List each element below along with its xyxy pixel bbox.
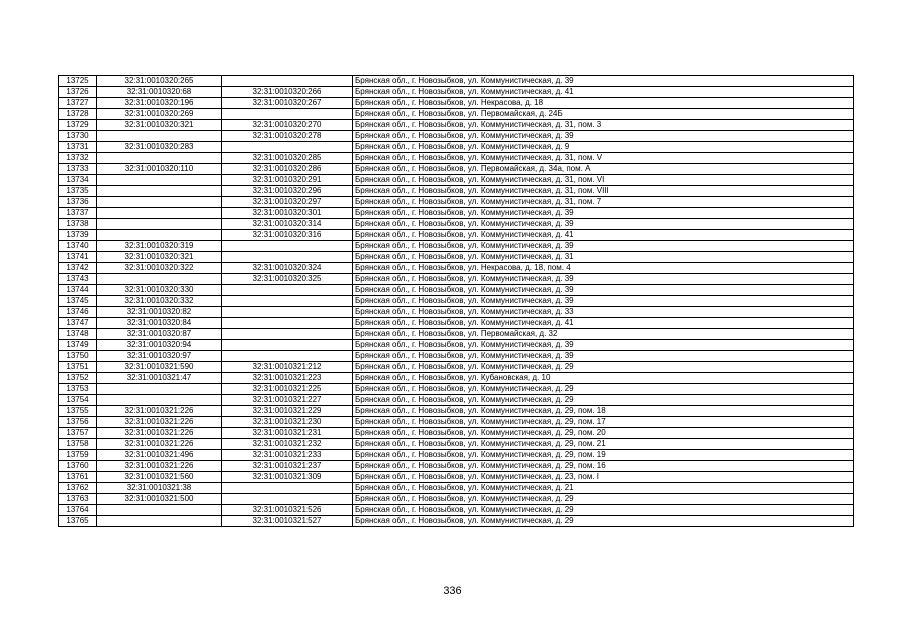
table-row	[59, 318, 854, 329]
cadastral-number-cell: 32:31:0010321:226	[97, 439, 222, 450]
table-row	[59, 483, 854, 494]
table-row	[59, 428, 854, 439]
cadastral-number-cell: 32:31:0010320:322	[97, 263, 222, 274]
row-number-cell: 13755	[59, 406, 97, 417]
address-cell: Брянская обл., г. Новозыбков, ул. Некрасова, д. 18, пом. 4	[353, 263, 854, 274]
row-number-cell: 13748	[59, 329, 97, 340]
linked-cadastral-number-cell: 32:31:0010320:278	[222, 131, 353, 142]
row-number-cell: 13744	[59, 285, 97, 296]
address-cell: Брянская обл., г. Новозыбков, ул. Коммунистическая, д. 39	[353, 131, 854, 142]
address-cell: Брянская обл., г. Новозыбков, ул. Коммунистическая, д. 41	[353, 87, 854, 98]
row-number-cell: 13753	[59, 384, 97, 395]
address-cell: Брянская обл., г. Новозыбков, ул. Коммунистическая, д. 31, пом. 7	[353, 197, 854, 208]
table-row	[59, 263, 854, 274]
cadastral-number-cell: 32:31:0010320:110	[97, 164, 222, 175]
cadastral-number-cell	[97, 208, 222, 219]
address-cell: Брянская обл., г. Новозыбков, ул. Коммунистическая, д. 29	[353, 384, 854, 395]
address-cell: Брянская обл., г. Новозыбков, ул. Некрасова, д. 18	[353, 98, 854, 109]
linked-cadastral-number-cell: 32:31:0010321:231	[222, 428, 353, 439]
linked-cadastral-number-cell	[222, 329, 353, 340]
cadastral-number-cell: 32:31:0010321:226	[97, 417, 222, 428]
row-number-cell: 13727	[59, 98, 97, 109]
linked-cadastral-number-cell	[222, 307, 353, 318]
linked-cadastral-number-cell	[222, 109, 353, 120]
cadastral-number-cell	[97, 384, 222, 395]
row-number-cell: 13758	[59, 439, 97, 450]
table-row	[59, 87, 854, 98]
address-cell: Брянская обл., г. Новозыбков, ул. Коммунистическая, д. 39	[353, 208, 854, 219]
linked-cadastral-number-cell: 32:31:0010321:309	[222, 472, 353, 483]
linked-cadastral-number-cell: 32:31:0010321:212	[222, 362, 353, 373]
linked-cadastral-number-cell	[222, 142, 353, 153]
row-number-cell: 13763	[59, 494, 97, 505]
cadastral-number-cell: 32:31:0010321:38	[97, 483, 222, 494]
linked-cadastral-number-cell	[222, 351, 353, 362]
linked-cadastral-number-cell: 32:31:0010320:296	[222, 186, 353, 197]
table-row	[59, 296, 854, 307]
table-row	[59, 230, 854, 241]
address-cell: Брянская обл., г. Новозыбков, ул. Коммунистическая, д. 29, пом. 19	[353, 450, 854, 461]
row-number-cell: 13730	[59, 131, 97, 142]
linked-cadastral-number-cell	[222, 285, 353, 296]
row-number-cell: 13751	[59, 362, 97, 373]
address-cell: Брянская обл., г. Новозыбков, ул. Коммунистическая, д. 29, пом. 17	[353, 417, 854, 428]
cadastral-number-cell: 32:31:0010321:47	[97, 373, 222, 384]
address-cell: Брянская обл., г. Новозыбков, ул. Первомайская, д. 32	[353, 329, 854, 340]
cadastral-number-cell: 32:31:0010321:226	[97, 406, 222, 417]
row-number-cell: 13729	[59, 120, 97, 131]
linked-cadastral-number-cell: 32:31:0010320:316	[222, 230, 353, 241]
address-cell: Брянская обл., г. Новозыбков, ул. Коммунистическая, д. 31, пом. VI	[353, 175, 854, 186]
address-cell: Брянская обл., г. Новозыбков, ул. Коммунистическая, д. 41	[353, 230, 854, 241]
table-row	[59, 241, 854, 252]
cadastral-number-cell	[97, 197, 222, 208]
table-row	[59, 505, 854, 516]
address-cell: Брянская обл., г. Новозыбков, ул. Коммунистическая, д. 41	[353, 318, 854, 329]
linked-cadastral-number-cell: 32:31:0010320:325	[222, 274, 353, 285]
row-number-cell: 13756	[59, 417, 97, 428]
address-cell: Брянская обл., г. Новозыбков, ул. Коммунистическая, д. 29, пом. 16	[353, 461, 854, 472]
address-cell: Брянская обл., г. Новозыбков, ул. Коммунистическая, д. 39	[353, 76, 854, 87]
row-number-cell: 13765	[59, 516, 97, 527]
page-number: 336	[443, 585, 462, 597]
address-cell: Брянская обл., г. Новозыбков, ул. Коммунистическая, д. 39	[353, 351, 854, 362]
cadastral-number-cell	[97, 186, 222, 197]
cadastral-number-cell: 32:31:0010320:87	[97, 329, 222, 340]
cadastral-number-cell	[97, 230, 222, 241]
row-number-cell: 13759	[59, 450, 97, 461]
address-cell: Брянская обл., г. Новозыбков, ул. Коммунистическая, д. 23, пом. I	[353, 472, 854, 483]
row-number-cell: 13725	[59, 76, 97, 87]
row-number-cell: 13743	[59, 274, 97, 285]
linked-cadastral-number-cell: 32:31:0010321:223	[222, 373, 353, 384]
linked-cadastral-number-cell	[222, 340, 353, 351]
table-body	[59, 76, 854, 527]
table-row	[59, 472, 854, 483]
table-row	[59, 153, 854, 164]
cadastral-number-cell: 32:31:0010320:283	[97, 142, 222, 153]
address-cell: Брянская обл., г. Новозыбков, ул. Коммунистическая, д. 39	[353, 274, 854, 285]
address-cell: Брянская обл., г. Новозыбков, ул. Коммунистическая, д. 33	[353, 307, 854, 318]
table-row	[59, 219, 854, 230]
cadastral-number-cell: 32:31:0010321:590	[97, 362, 222, 373]
cadastral-number-cell: 32:31:0010320:319	[97, 241, 222, 252]
address-cell: Брянская обл., г. Новозыбков, ул. Коммунистическая, д. 29	[353, 362, 854, 373]
cadastral-number-cell: 32:31:0010320:330	[97, 285, 222, 296]
linked-cadastral-number-cell: 32:31:0010321:225	[222, 384, 353, 395]
table-row	[59, 329, 854, 340]
address-cell: Брянская обл., г. Новозыбков, ул. Коммунистическая, д. 31, пом. 3	[353, 120, 854, 131]
row-number-cell: 13754	[59, 395, 97, 406]
table-row	[59, 406, 854, 417]
table-row	[59, 274, 854, 285]
linked-cadastral-number-cell	[222, 318, 353, 329]
row-number-cell: 13732	[59, 153, 97, 164]
cadastral-number-cell: 32:31:0010321:560	[97, 472, 222, 483]
table-row	[59, 142, 854, 153]
address-cell: Брянская обл., г. Новозыбков, ул. Коммунистическая, д. 29	[353, 494, 854, 505]
table-row	[59, 197, 854, 208]
row-number-cell: 13741	[59, 252, 97, 263]
linked-cadastral-number-cell: 32:31:0010321:527	[222, 516, 353, 527]
linked-cadastral-number-cell: 32:31:0010320:285	[222, 153, 353, 164]
table-row	[59, 285, 854, 296]
linked-cadastral-number-cell: 32:31:0010321:230	[222, 417, 353, 428]
cadastral-number-cell: 32:31:0010320:265	[97, 76, 222, 87]
linked-cadastral-number-cell: 32:31:0010321:233	[222, 450, 353, 461]
address-cell: Брянская обл., г. Новозыбков, ул. Коммунистическая, д. 39	[353, 296, 854, 307]
table-row	[59, 351, 854, 362]
table-row	[59, 164, 854, 175]
table-row	[59, 373, 854, 384]
table-row	[59, 417, 854, 428]
table-row	[59, 362, 854, 373]
linked-cadastral-number-cell: 32:31:0010321:227	[222, 395, 353, 406]
table-row	[59, 175, 854, 186]
property-table	[58, 75, 854, 527]
address-cell: Брянская обл., г. Новозыбков, ул. Коммунистическая, д. 39	[353, 219, 854, 230]
linked-cadastral-number-cell: 32:31:0010321:232	[222, 439, 353, 450]
cadastral-number-cell: 32:31:0010321:226	[97, 461, 222, 472]
linked-cadastral-number-cell	[222, 494, 353, 505]
linked-cadastral-number-cell	[222, 241, 353, 252]
address-cell: Брянская обл., г. Новозыбков, ул. Коммунистическая, д. 9	[353, 142, 854, 153]
linked-cadastral-number-cell: 32:31:0010320:301	[222, 208, 353, 219]
table-row	[59, 98, 854, 109]
linked-cadastral-number-cell	[222, 252, 353, 263]
cadastral-number-cell	[97, 274, 222, 285]
cadastral-number-cell: 32:31:0010320:196	[97, 98, 222, 109]
cadastral-number-cell: 32:31:0010320:97	[97, 351, 222, 362]
linked-cadastral-number-cell: 32:31:0010320:291	[222, 175, 353, 186]
linked-cadastral-number-cell: 32:31:0010321:237	[222, 461, 353, 472]
row-number-cell: 13757	[59, 428, 97, 439]
cadastral-number-cell: 32:31:0010321:226	[97, 428, 222, 439]
row-number-cell: 13752	[59, 373, 97, 384]
row-number-cell: 13738	[59, 219, 97, 230]
table-row	[59, 109, 854, 120]
address-cell: Брянская обл., г. Новозыбков, ул. Коммунистическая, д. 39	[353, 285, 854, 296]
table-row	[59, 439, 854, 450]
cadastral-number-cell	[97, 395, 222, 406]
cadastral-number-cell: 32:31:0010321:496	[97, 450, 222, 461]
linked-cadastral-number-cell: 32:31:0010320:314	[222, 219, 353, 230]
cadastral-number-cell	[97, 505, 222, 516]
address-cell: Брянская обл., г. Новозыбков, ул. Коммунистическая, д. 29, пом. 21	[353, 439, 854, 450]
linked-cadastral-number-cell	[222, 296, 353, 307]
row-number-cell: 13733	[59, 164, 97, 175]
row-number-cell: 13762	[59, 483, 97, 494]
cadastral-number-cell: 32:31:0010320:94	[97, 340, 222, 351]
linked-cadastral-number-cell: 32:31:0010320:286	[222, 164, 353, 175]
row-number-cell: 13749	[59, 340, 97, 351]
cadastral-number-cell: 32:31:0010320:84	[97, 318, 222, 329]
address-cell: Брянская обл., г. Новозыбков, ул. Коммунистическая, д. 31, пом. VIII	[353, 186, 854, 197]
row-number-cell: 13737	[59, 208, 97, 219]
cadastral-number-cell: 32:31:0010320:82	[97, 307, 222, 318]
row-number-cell: 13746	[59, 307, 97, 318]
table-row	[59, 252, 854, 263]
row-number-cell: 13734	[59, 175, 97, 186]
table-row	[59, 76, 854, 87]
table-row	[59, 384, 854, 395]
address-cell: Брянская обл., г. Новозыбков, ул. Коммунистическая, д. 31	[353, 252, 854, 263]
table-row	[59, 516, 854, 527]
linked-cadastral-number-cell: 32:31:0010321:526	[222, 505, 353, 516]
cadastral-number-cell	[97, 175, 222, 186]
table-row	[59, 340, 854, 351]
table-row	[59, 494, 854, 505]
address-cell: Брянская обл., г. Новозыбков, ул. Коммунистическая, д. 29	[353, 505, 854, 516]
linked-cadastral-number-cell: 32:31:0010320:297	[222, 197, 353, 208]
linked-cadastral-number-cell	[222, 483, 353, 494]
row-number-cell: 13728	[59, 109, 97, 120]
linked-cadastral-number-cell: 32:31:0010320:267	[222, 98, 353, 109]
table-row	[59, 120, 854, 131]
row-number-cell: 13740	[59, 241, 97, 252]
cadastral-number-cell	[97, 516, 222, 527]
row-number-cell: 13745	[59, 296, 97, 307]
address-cell: Брянская обл., г. Новозыбков, ул. Кубановская, д. 10	[353, 373, 854, 384]
cadastral-number-cell	[97, 219, 222, 230]
linked-cadastral-number-cell: 32:31:0010320:270	[222, 120, 353, 131]
row-number-cell: 13726	[59, 87, 97, 98]
table-row	[59, 208, 854, 219]
address-cell: Брянская обл., г. Новозыбков, ул. Коммунистическая, д. 29	[353, 516, 854, 527]
linked-cadastral-number-cell: 32:31:0010321:229	[222, 406, 353, 417]
address-cell: Брянская обл., г. Новозыбков, ул. Первомайская, д. 24Б	[353, 109, 854, 120]
address-cell: Брянская обл., г. Новозыбков, ул. Коммунистическая, д. 39	[353, 241, 854, 252]
row-number-cell: 13750	[59, 351, 97, 362]
table-row	[59, 186, 854, 197]
row-number-cell: 13764	[59, 505, 97, 516]
table-row	[59, 395, 854, 406]
address-cell: Брянская обл., г. Новозыбков, ул. Коммунистическая, д. 31, пом. V	[353, 153, 854, 164]
address-cell: Брянская обл., г. Новозыбков, ул. Коммунистическая, д. 29, пом. 20	[353, 428, 854, 439]
linked-cadastral-number-cell: 32:31:0010320:324	[222, 263, 353, 274]
table-row	[59, 307, 854, 318]
address-cell: Брянская обл., г. Новозыбков, ул. Коммунистическая, д. 29	[353, 395, 854, 406]
cadastral-number-cell	[97, 153, 222, 164]
row-number-cell: 13760	[59, 461, 97, 472]
cadastral-number-cell: 32:31:0010320:68	[97, 87, 222, 98]
table-row	[59, 461, 854, 472]
address-cell: Брянская обл., г. Новозыбков, ул. Коммунистическая, д. 39	[353, 340, 854, 351]
address-cell: Брянская обл., г. Новозыбков, ул. Коммунистическая, д. 29, пом. 18	[353, 406, 854, 417]
row-number-cell: 13739	[59, 230, 97, 241]
row-number-cell: 13736	[59, 197, 97, 208]
cadastral-number-cell	[97, 131, 222, 142]
row-number-cell: 13742	[59, 263, 97, 274]
linked-cadastral-number-cell: 32:31:0010320:266	[222, 87, 353, 98]
row-number-cell: 13731	[59, 142, 97, 153]
cadastral-number-cell: 32:31:0010321:500	[97, 494, 222, 505]
linked-cadastral-number-cell	[222, 76, 353, 87]
row-number-cell: 13747	[59, 318, 97, 329]
table-row	[59, 131, 854, 142]
address-cell: Брянская обл., г. Новозыбков, ул. Коммунистическая, д. 21	[353, 483, 854, 494]
cadastral-number-cell: 32:31:0010320:269	[97, 109, 222, 120]
cadastral-number-cell: 32:31:0010320:321	[97, 120, 222, 131]
row-number-cell: 13735	[59, 186, 97, 197]
table-row	[59, 450, 854, 461]
cadastral-number-cell: 32:31:0010320:321	[97, 252, 222, 263]
cadastral-number-cell: 32:31:0010320:332	[97, 296, 222, 307]
row-number-cell: 13761	[59, 472, 97, 483]
address-cell: Брянская обл., г. Новозыбков, ул. Первомайская, д. 34а, пом. А	[353, 164, 854, 175]
